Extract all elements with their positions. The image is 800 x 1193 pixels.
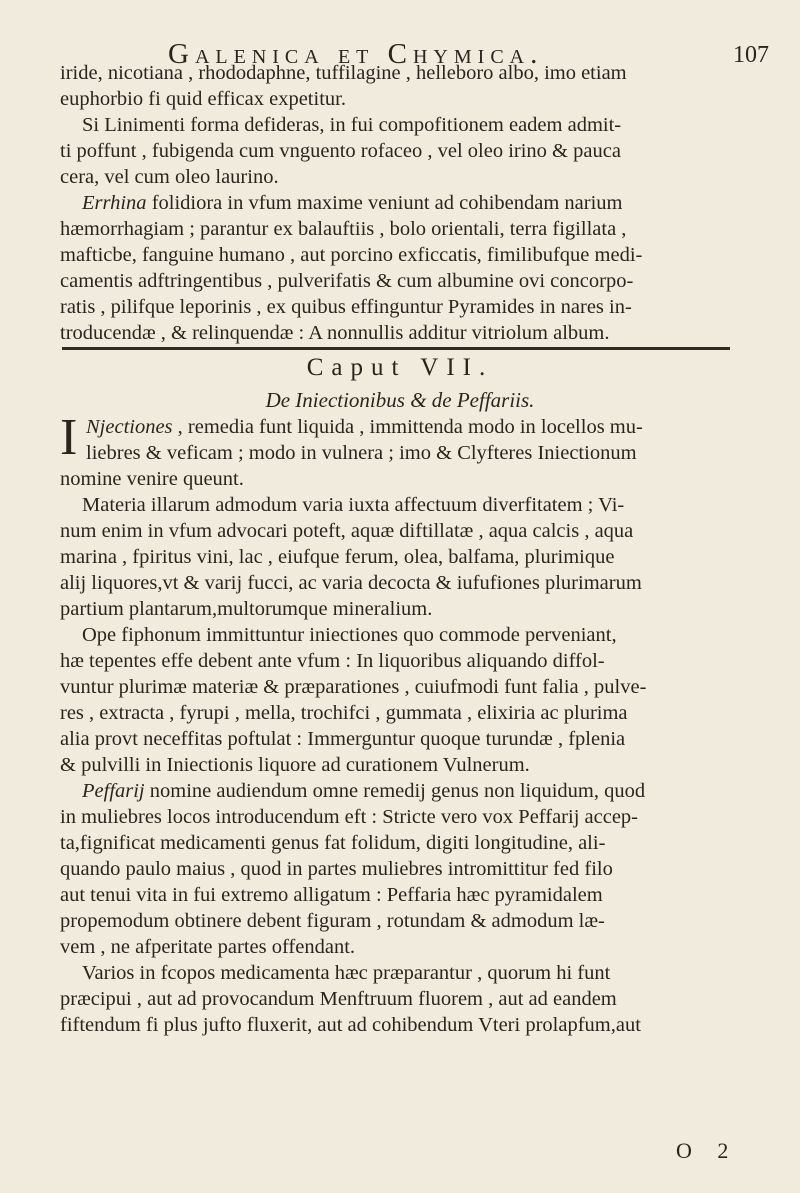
text-line: in muliebres locos introducendum eft : Stricte vero vox Peffarij accep-	[60, 806, 638, 828]
text-line: aut tenui vita in fui extremo alligatum : Peffaria hæc pyramidalem	[60, 884, 603, 906]
text-line: Materia illarum admodum varia iuxta affectuum diverfitatem ; Vi-	[82, 494, 625, 516]
text-line: liebres & veficam ; modo in vulnera ; imo & Clyfteres Iniectionum	[86, 442, 637, 464]
signature-mark: O 2	[676, 1138, 739, 1163]
text-line: mafticbe, fanguine humano , aut porcino exficcatis, fimilibufque medi-	[60, 244, 643, 266]
text-line: præcipui , aut ad provocandum Menftruum fluorem , aut ad eandem	[60, 988, 617, 1010]
chapter-subtitle: De Iniectionibus & de Peffariis.	[265, 388, 535, 412]
text-line: propemodum obtinere debent figuram , rotundam & admodum læ-	[60, 910, 605, 932]
text-line: res , extracta , fyrupi , mella, trochifci , gummata , elixiria ac plurima	[60, 702, 628, 724]
text-line: & pulvilli in Iniectionis liquore ad curationem Vulnerum.	[60, 754, 530, 776]
text-line: troducendæ , & relinquendæ : A nonnullis additur vitriolum album.	[60, 322, 610, 344]
text-line: ti poffunt , fubigenda cum vnguento rofaceo , vel oleo irino & pauca	[60, 140, 621, 162]
text-line: partium plantarum,multorumque mineralium.	[60, 598, 433, 620]
text-line: Si Linimenti forma defideras, in fui compofitionem eadem admit-	[82, 114, 622, 136]
text-line: vem , ne afperitate partes offendant.	[60, 936, 356, 958]
text-line: vuntur plurimæ materiæ & præparationes , cuiufmodi funt falia , pulve-	[60, 676, 647, 698]
drop-cap: I	[60, 409, 78, 466]
text-line: hæmorrhagiam ; parantur ex balauftiis , bolo orientali, terra figillata ,	[60, 218, 627, 240]
text-line: Ope fiphonum immittuntur iniectiones quo commode perveniant,	[82, 624, 617, 646]
chapter-heading: Caput VII.	[306, 354, 494, 381]
text-line: Njectiones , remedia funt liquida , immittenda modo in locellos mu-	[86, 416, 643, 438]
text-line: fiftendum fi plus jufto fluxerit, aut ad cohibendum Vteri prolapfum,aut	[60, 1014, 641, 1036]
text-line: alij liquores,vt & varij fucci, ac varia decocta & iufufiones plurimarum	[60, 572, 642, 594]
text-line: euphorbio fi quid efficax expetitur.	[60, 88, 346, 110]
term-errhina: Errhina	[82, 192, 147, 214]
text-line: ta,fignificat medicamenti genus fat folidum, digiti longitudine, ali-	[60, 832, 606, 854]
text-line: quando paulo maius , quod in partes muliebres intromittitur fed filo	[60, 858, 613, 880]
text-line: hæ tepentes effe debent ante vfum : In liquoribus aliquando diffol-	[60, 650, 605, 672]
page-number: 107	[733, 42, 769, 68]
text-line: alia provt neceffitas poftulat : Immerguntur quoque turundæ , fplenia	[60, 728, 626, 750]
text-line: cera, vel cum oleo laurino.	[60, 166, 279, 188]
section-divider	[62, 347, 730, 350]
term-peffarij: Peffarij	[82, 780, 145, 802]
text-line: nomine venire queunt.	[60, 468, 244, 490]
text-line: marina , fpiritus vini, lac , eiufque ferum, olea, balfama, plurimique	[60, 546, 615, 568]
text-line: num enim in vfum advocari poteft, aquæ diftillatæ , aqua calcis , aqua	[60, 520, 634, 542]
text-line: ratis , pilifque leporinis , ex quibus effinguntur Pyramides in nares in-	[60, 296, 632, 318]
text-line: Varios in fcopos medicamenta hæc præparantur , quorum hi funt	[82, 962, 611, 984]
text-line: Peffarij nomine audiendum omne remedij genus non liquidum, quod	[82, 780, 646, 802]
text-line: Errhina folidiora in vfum maxime veniunt ad cohibendam narium	[82, 192, 623, 214]
text-line: camentis adftringentibus , pulverifatis & cum albumine ovi concorpo-	[60, 270, 634, 292]
text-line: iride, nicotiana , rhododaphne, tuffilagine , helleboro albo, imo etiam	[60, 62, 627, 84]
term-iniectiones: Njectiones	[86, 416, 173, 438]
running-title: Galenica et Chymica.	[168, 38, 544, 70]
